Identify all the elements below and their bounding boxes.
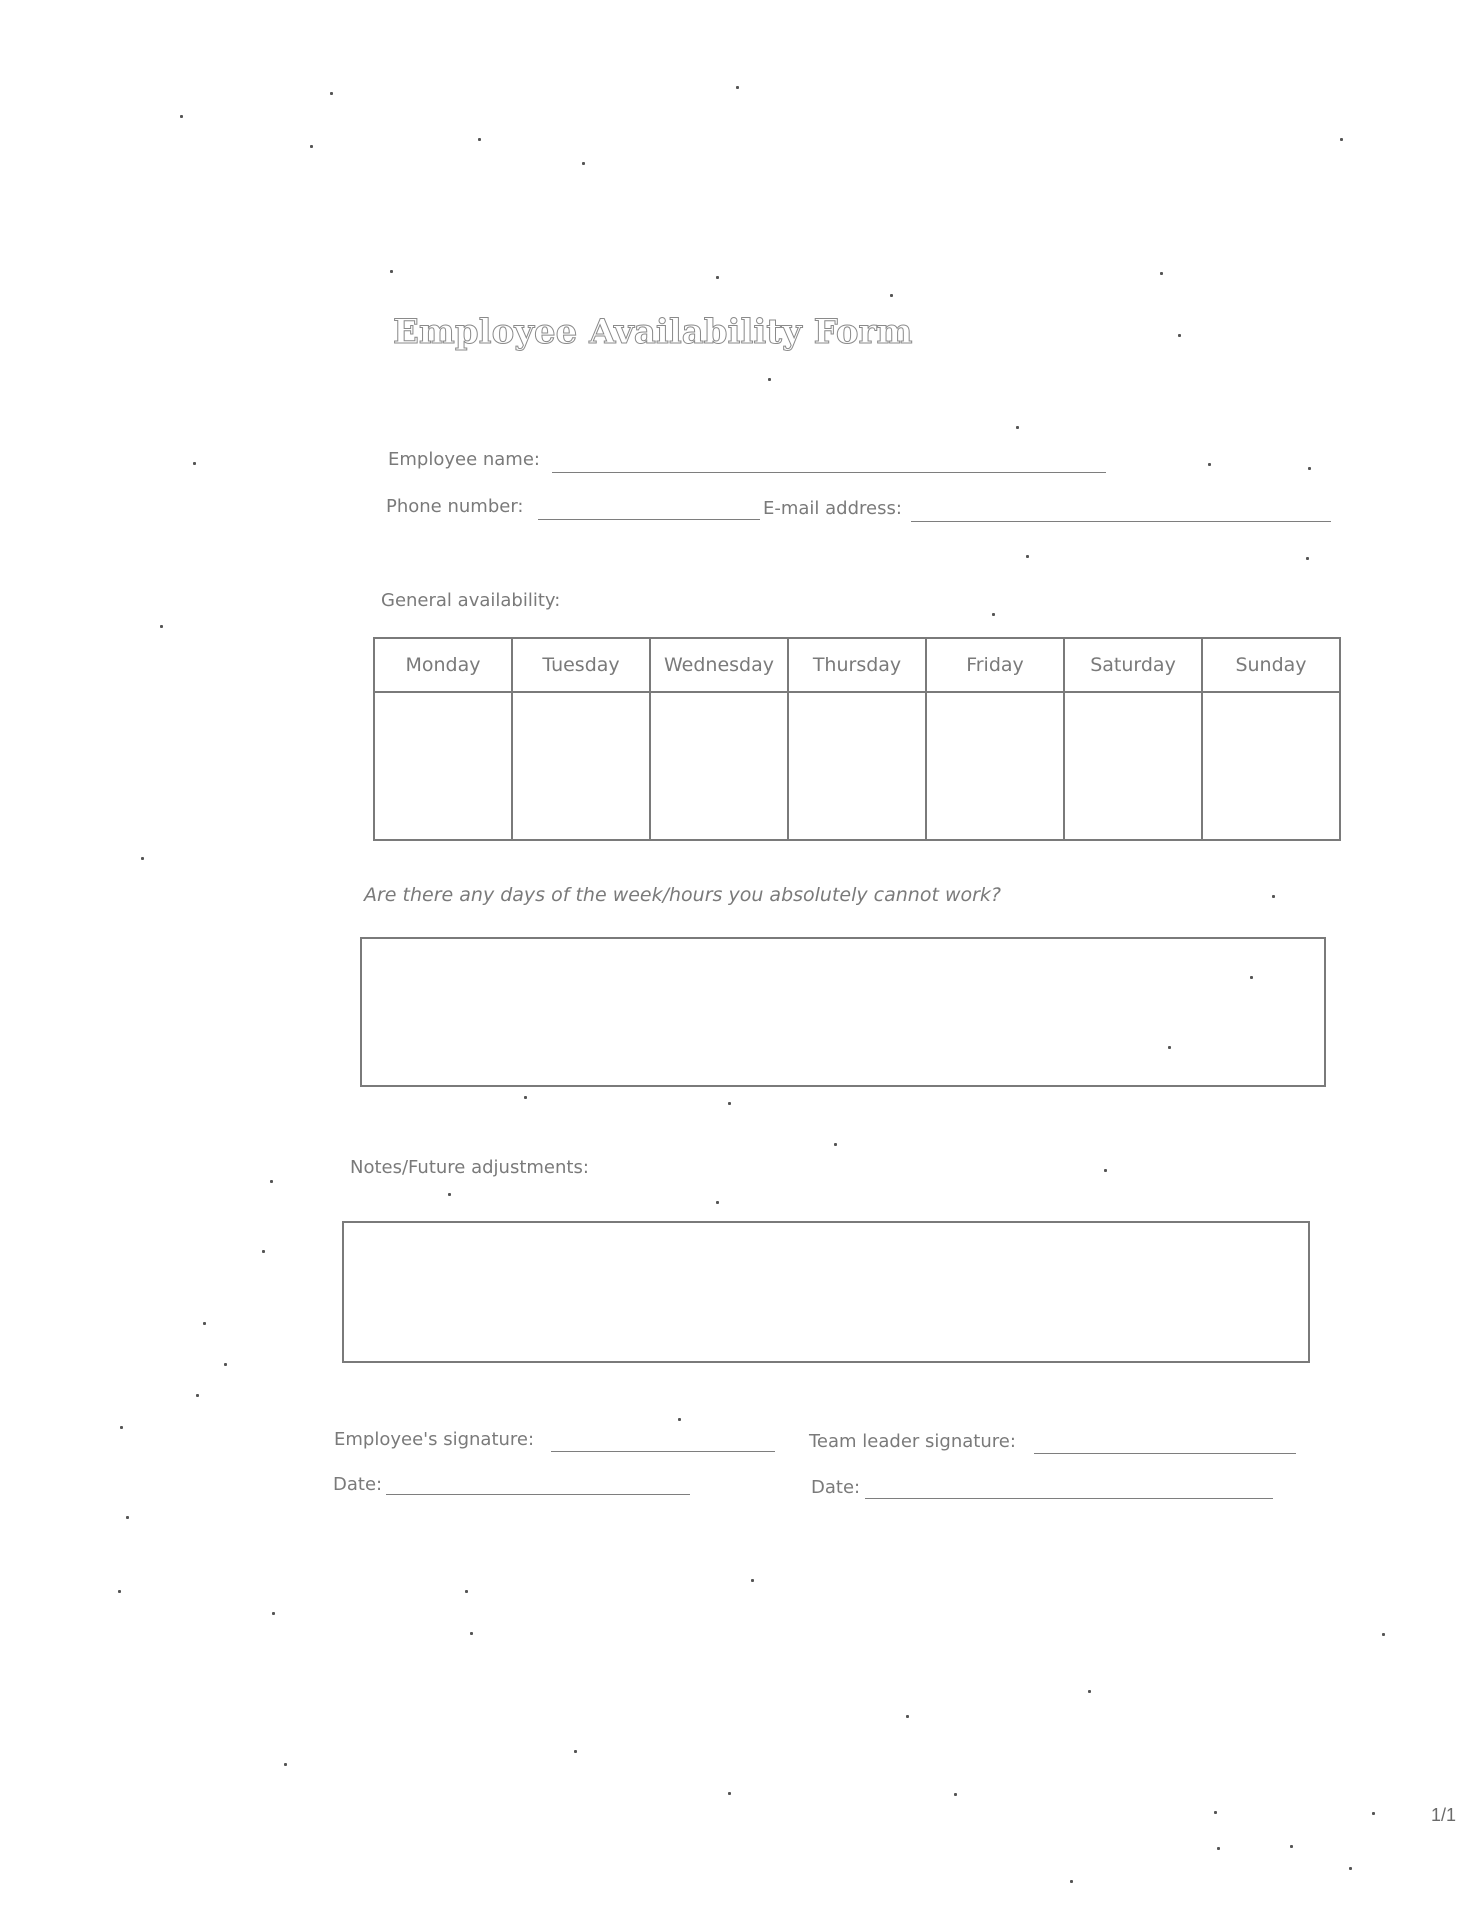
day-header-wednesday: Wednesday xyxy=(650,638,788,692)
availability-cell-monday[interactable] xyxy=(374,692,512,840)
form-title: Employee Availability Form xyxy=(393,312,913,352)
team-leader-date-field[interactable] xyxy=(865,1498,1273,1499)
employee-signature-label: Employee's signature: xyxy=(334,1429,535,1450)
day-header-friday: Friday xyxy=(926,638,1064,692)
notes-box[interactable] xyxy=(342,1221,1310,1363)
employee-signature-field[interactable] xyxy=(551,1451,775,1452)
availability-cell-sunday[interactable] xyxy=(1202,692,1340,840)
availability-cell-thursday[interactable] xyxy=(788,692,926,840)
cannot-work-question: Are there any days of the week/hours you absolutely cannot work? xyxy=(364,884,1002,906)
day-header-saturday: Saturday xyxy=(1064,638,1202,692)
team-leader-signature-field[interactable] xyxy=(1034,1453,1296,1454)
notes-label: Notes/Future adjustments: xyxy=(350,1157,589,1178)
day-header-tuesday: Tuesday xyxy=(512,638,650,692)
email-address-label: E-mail address: xyxy=(763,498,902,519)
availability-cell-wednesday[interactable] xyxy=(650,692,788,840)
availability-cell-friday[interactable] xyxy=(926,692,1064,840)
email-address-field[interactable] xyxy=(911,521,1331,522)
availability-cell-saturday[interactable] xyxy=(1064,692,1202,840)
page-number: 1/1 xyxy=(1430,1805,1456,1825)
employee-date-label: Date: xyxy=(333,1474,383,1495)
day-header-sunday: Sunday xyxy=(1202,638,1340,692)
cannot-work-answer-box[interactable] xyxy=(360,937,1326,1087)
team-leader-date-label: Date: xyxy=(811,1477,861,1498)
employee-name-field[interactable] xyxy=(552,472,1106,473)
employee-name-label: Employee name: xyxy=(388,449,540,470)
team-leader-signature-label: Team leader signature: xyxy=(809,1431,1016,1452)
phone-number-label: Phone number: xyxy=(386,496,524,517)
phone-number-field[interactable] xyxy=(538,519,760,520)
availability-cell-tuesday[interactable] xyxy=(512,692,650,840)
availability-table xyxy=(373,637,1341,841)
day-header-monday: Monday xyxy=(374,638,512,692)
general-availability-label: General availability: xyxy=(381,590,561,611)
employee-date-field[interactable] xyxy=(386,1494,690,1495)
day-header-thursday: Thursday xyxy=(788,638,926,692)
